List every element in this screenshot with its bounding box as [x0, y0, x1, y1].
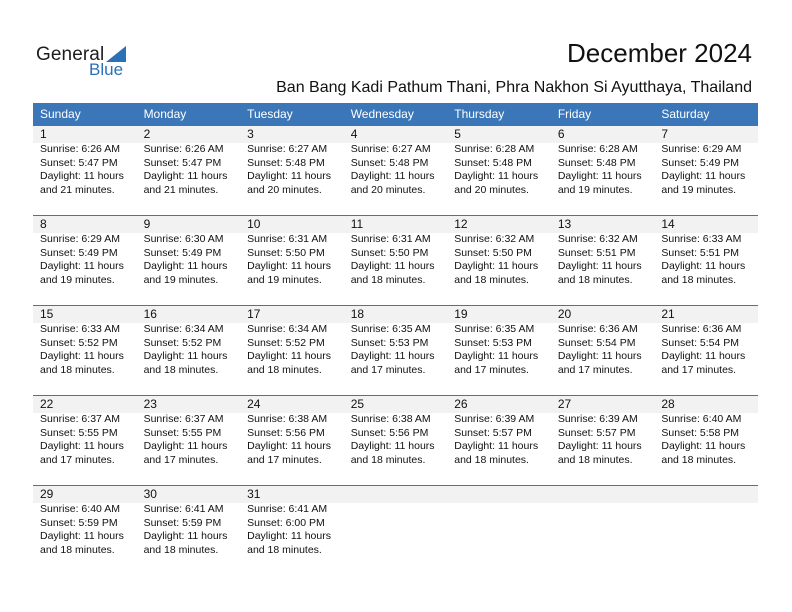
day-number: 10: [247, 217, 261, 231]
week-row: [33, 395, 758, 486]
sunrise-text: Sunrise: 6:39 AM: [454, 413, 535, 425]
sunrise-text: Sunrise: 6:41 AM: [143, 503, 224, 515]
day-number: 8: [40, 217, 47, 231]
daylight-minutes-text: and 20 minutes.: [454, 183, 529, 196]
sunset-text: Sunset: 5:47 PM: [143, 156, 222, 169]
sunrise-text: Sunrise: 6:40 AM: [40, 503, 120, 515]
daylight-text: Daylight: 11 hours: [661, 260, 746, 272]
daylight-text: Daylight: 11 hours: [350, 440, 435, 452]
sunset-text: Sunset: 5:59 PM: [40, 516, 118, 529]
day-number: 21: [661, 307, 675, 321]
daylight-minutes-text: and 17 minutes.: [661, 363, 737, 376]
daylight-text: Daylight: 11 hours: [454, 440, 539, 452]
day-cell: [551, 216, 655, 306]
sunrise-text: Sunrise: 6:35 AM: [454, 323, 535, 335]
sunset-text: Sunset: 5:47 PM: [40, 156, 118, 169]
day-cell: [137, 126, 241, 216]
daylight-text: Daylight: 11 hours: [247, 530, 331, 542]
sunrise-text: Sunrise: 6:27 AM: [350, 143, 431, 155]
daylight-minutes-text: and 19 minutes.: [247, 273, 322, 286]
daylight-text: Daylight: 11 hours: [143, 530, 228, 542]
page-title: December 2024: [567, 38, 752, 68]
daylight-minutes-text: and 20 minutes.: [247, 183, 322, 196]
day-cell: [344, 306, 448, 396]
daylight-minutes-text: and 19 minutes.: [40, 273, 115, 286]
daylight-minutes-text: and 18 minutes.: [143, 363, 219, 376]
daylight-text: Daylight: 11 hours: [350, 170, 435, 182]
daylight-text: Daylight: 11 hours: [143, 440, 228, 452]
sunrise-text: Sunrise: 6:28 AM: [557, 143, 638, 155]
day-number: 22: [40, 397, 54, 411]
weekday-friday: Friday: [557, 107, 592, 121]
day-cell: [344, 396, 448, 486]
sunrise-text: Sunrise: 6:36 AM: [661, 323, 742, 335]
day-cell: [240, 216, 344, 306]
daylight-text: Daylight: 11 hours: [143, 350, 228, 362]
day-number: 1: [40, 127, 47, 141]
sunrise-text: Sunrise: 6:40 AM: [661, 413, 742, 425]
sunrise-text: Sunrise: 6:27 AM: [247, 143, 328, 155]
daylight-text: Daylight: 11 hours: [350, 350, 435, 362]
day-number: 24: [247, 397, 261, 411]
week-row: [33, 215, 758, 306]
day-cell: [551, 126, 655, 216]
sunset-text: Sunset: 5:54 PM: [661, 336, 740, 349]
day-number: 26: [454, 397, 468, 411]
day-cell: [240, 396, 344, 486]
sunset-text: Sunset: 5:56 PM: [350, 426, 429, 439]
weekday-header: [33, 103, 758, 125]
daylight-text: Daylight: 11 hours: [247, 440, 331, 452]
sunrise-text: Sunrise: 6:41 AM: [247, 503, 328, 515]
daylight-text: Daylight: 11 hours: [350, 260, 435, 272]
daylight-minutes-text: and 18 minutes.: [557, 273, 633, 286]
sunrise-text: Sunrise: 6:36 AM: [557, 323, 638, 335]
day-cell: [240, 486, 344, 576]
sunrise-text: Sunrise: 6:34 AM: [247, 323, 328, 335]
day-cell: [33, 126, 137, 216]
week-row: [33, 485, 758, 576]
daylight-minutes-text: and 18 minutes.: [661, 273, 737, 286]
weekday-thursday: Thursday: [454, 107, 505, 121]
sunset-text: Sunset: 5:51 PM: [557, 246, 636, 259]
sunrise-text: Sunrise: 6:33 AM: [40, 323, 120, 335]
day-number: 2: [143, 127, 151, 141]
daylight-text: Daylight: 11 hours: [40, 170, 124, 182]
sunset-text: Sunset: 5:50 PM: [247, 246, 325, 259]
day-number: 28: [661, 397, 675, 411]
daylight-minutes-text: and 18 minutes.: [350, 453, 426, 466]
day-cell: [654, 396, 758, 486]
sunset-text: Sunset: 5:57 PM: [557, 426, 636, 439]
daylight-minutes-text: and 18 minutes.: [454, 273, 529, 286]
sunset-text: Sunset: 5:52 PM: [40, 336, 118, 349]
sunset-text: Sunset: 5:51 PM: [661, 246, 740, 259]
sunset-text: Sunset: 5:59 PM: [143, 516, 222, 529]
day-cell: [33, 216, 137, 306]
sunrise-text: Sunrise: 6:37 AM: [40, 413, 120, 425]
daylight-minutes-text: and 17 minutes.: [350, 363, 426, 376]
daylight-minutes-text: and 18 minutes.: [143, 543, 219, 556]
sunrise-text: Sunrise: 6:30 AM: [143, 233, 224, 245]
day-number: 31: [247, 487, 261, 501]
day-cell: [137, 306, 241, 396]
sunset-text: Sunset: 5:57 PM: [454, 426, 532, 439]
week-row: [33, 125, 758, 216]
daylight-minutes-text: and 17 minutes.: [40, 453, 115, 466]
daylight-minutes-text: and 17 minutes.: [247, 453, 322, 466]
sunset-text: Sunset: 5:53 PM: [454, 336, 532, 349]
weekday-sunday: Sunday: [40, 107, 81, 121]
sunrise-text: Sunrise: 6:39 AM: [557, 413, 638, 425]
day-cell: [33, 486, 137, 576]
daylight-minutes-text: and 21 minutes.: [40, 183, 115, 196]
sunrise-text: Sunrise: 6:38 AM: [247, 413, 328, 425]
day-number: 30: [143, 487, 157, 501]
daylight-text: Daylight: 11 hours: [40, 260, 124, 272]
day-number: 4: [350, 127, 358, 141]
day-number: 13: [557, 217, 572, 231]
daylight-minutes-text: and 18 minutes.: [40, 543, 115, 556]
day-cell: [551, 306, 655, 396]
daylight-text: Daylight: 11 hours: [557, 350, 642, 362]
day-number: 3: [247, 127, 254, 141]
daylight-minutes-text: and 19 minutes.: [557, 183, 633, 196]
logo-blue-text: Blue: [89, 60, 124, 79]
sunrise-text: Sunrise: 6:33 AM: [661, 233, 742, 245]
daylight-minutes-text: and 18 minutes.: [557, 453, 633, 466]
sunrise-text: Sunrise: 6:38 AM: [350, 413, 431, 425]
daylight-text: Daylight: 11 hours: [247, 260, 331, 272]
day-number: 20: [557, 307, 572, 321]
day-cell: [654, 126, 758, 216]
sunset-text: Sunset: 5:49 PM: [143, 246, 222, 259]
day-number: 23: [143, 397, 157, 411]
day-number: 27: [557, 397, 572, 411]
day-cell: [654, 306, 758, 396]
day-number: 16: [143, 307, 157, 321]
sunrise-text: Sunrise: 6:32 AM: [454, 233, 535, 245]
day-cell: [447, 216, 551, 306]
daylight-text: Daylight: 11 hours: [40, 440, 124, 452]
daylight-minutes-text: and 19 minutes.: [143, 273, 219, 286]
daylight-minutes-text: and 18 minutes.: [350, 273, 426, 286]
daylight-text: Daylight: 11 hours: [143, 260, 228, 272]
daylight-minutes-text: and 21 minutes.: [143, 183, 219, 196]
sunset-text: Sunset: 5:48 PM: [247, 156, 325, 169]
sunset-text: Sunset: 6:00 PM: [247, 516, 325, 529]
daylight-minutes-text: and 18 minutes.: [454, 453, 529, 466]
weekday-tuesday: Tuesday: [247, 107, 293, 121]
sunset-text: Sunset: 5:48 PM: [557, 156, 636, 169]
weekday-wednesday: Wednesday: [350, 107, 414, 121]
daylight-text: Daylight: 11 hours: [143, 170, 228, 182]
day-cell: [447, 126, 551, 216]
sunset-text: Sunset: 5:50 PM: [454, 246, 532, 259]
daylight-text: Daylight: 11 hours: [557, 440, 642, 452]
sunrise-text: Sunrise: 6:32 AM: [557, 233, 638, 245]
location-subtitle: Ban Bang Kadi Pathum Thani, Phra Nakhon Si Ayutthaya, Thailand: [276, 79, 752, 96]
day-number: 19: [454, 307, 468, 321]
daylight-text: Daylight: 11 hours: [454, 170, 539, 182]
sunset-text: Sunset: 5:48 PM: [350, 156, 429, 169]
sunrise-text: Sunrise: 6:31 AM: [247, 233, 328, 245]
day-cell: [240, 306, 344, 396]
day-cell: [33, 396, 137, 486]
sunset-text: Sunset: 5:52 PM: [143, 336, 222, 349]
day-cell: [344, 216, 448, 306]
daylight-text: Daylight: 11 hours: [661, 440, 746, 452]
daylight-text: Daylight: 11 hours: [557, 260, 642, 272]
day-cell: [240, 126, 344, 216]
sunset-text: Sunset: 5:58 PM: [661, 426, 740, 439]
day-number: 18: [350, 307, 365, 321]
day-cell: [137, 216, 241, 306]
day-number: 12: [454, 217, 468, 231]
sunset-text: Sunset: 5:49 PM: [40, 246, 118, 259]
daylight-text: Daylight: 11 hours: [557, 170, 642, 182]
day-number: 11: [350, 217, 364, 231]
daylight-minutes-text: and 17 minutes.: [454, 363, 529, 376]
logo-general-text: General: [36, 44, 105, 65]
day-cell: [447, 306, 551, 396]
daylight-text: Daylight: 11 hours: [40, 530, 124, 542]
daylight-text: Daylight: 11 hours: [454, 350, 539, 362]
daylight-text: Daylight: 11 hours: [661, 350, 746, 362]
day-cell: [137, 486, 241, 576]
daylight-minutes-text: and 18 minutes.: [247, 543, 322, 556]
daylight-minutes-text: and 18 minutes.: [247, 363, 322, 376]
day-number: 25: [350, 397, 365, 411]
day-cell: [344, 126, 448, 216]
day-cell: [447, 396, 551, 486]
daylight-text: Daylight: 11 hours: [661, 170, 746, 182]
sunrise-text: Sunrise: 6:26 AM: [40, 143, 120, 155]
sunset-text: Sunset: 5:53 PM: [350, 336, 429, 349]
sunset-text: Sunset: 5:52 PM: [247, 336, 325, 349]
daylight-minutes-text: and 18 minutes.: [40, 363, 115, 376]
sunrise-text: Sunrise: 6:34 AM: [143, 323, 224, 335]
daylight-text: Daylight: 11 hours: [40, 350, 124, 362]
sunset-text: Sunset: 5:55 PM: [143, 426, 222, 439]
day-number: 6: [557, 127, 565, 141]
day-number: 5: [454, 127, 461, 141]
day-number: 17: [247, 307, 261, 321]
day-cell: [137, 396, 241, 486]
daylight-minutes-text: and 19 minutes.: [661, 183, 737, 196]
daylight-text: Daylight: 11 hours: [247, 170, 331, 182]
day-number: 9: [143, 217, 151, 231]
sunset-text: Sunset: 5:55 PM: [40, 426, 118, 439]
weekday-monday: Monday: [143, 107, 187, 121]
sunset-text: Sunset: 5:48 PM: [454, 156, 532, 169]
sunset-text: Sunset: 5:49 PM: [661, 156, 740, 169]
weekday-saturday: Saturday: [661, 107, 710, 121]
day-number: 7: [661, 127, 669, 141]
week-row: [33, 305, 758, 396]
logo: [36, 42, 136, 82]
sunrise-text: Sunrise: 6:37 AM: [143, 413, 224, 425]
day-cell: [654, 216, 758, 306]
sunrise-text: Sunrise: 6:26 AM: [143, 143, 224, 155]
sunrise-text: Sunrise: 6:29 AM: [40, 233, 120, 245]
day-cell: [33, 306, 137, 396]
sunset-text: Sunset: 5:56 PM: [247, 426, 325, 439]
daylight-minutes-text: and 20 minutes.: [350, 183, 426, 196]
day-number: 29: [40, 487, 54, 501]
daylight-text: Daylight: 11 hours: [454, 260, 539, 272]
daylight-minutes-text: and 17 minutes.: [557, 363, 633, 376]
day-cell: [551, 396, 655, 486]
sunset-text: Sunset: 5:50 PM: [350, 246, 429, 259]
sunrise-text: Sunrise: 6:28 AM: [454, 143, 535, 155]
day-number: 14: [661, 217, 675, 231]
sunset-text: Sunset: 5:54 PM: [557, 336, 636, 349]
sunrise-text: Sunrise: 6:35 AM: [350, 323, 431, 335]
sunrise-text: Sunrise: 6:31 AM: [350, 233, 431, 245]
day-number: 15: [40, 307, 54, 321]
sunrise-text: Sunrise: 6:29 AM: [661, 143, 742, 155]
daylight-minutes-text: and 18 minutes.: [661, 453, 737, 466]
daylight-text: Daylight: 11 hours: [247, 350, 331, 362]
daylight-minutes-text: and 17 minutes.: [143, 453, 219, 466]
